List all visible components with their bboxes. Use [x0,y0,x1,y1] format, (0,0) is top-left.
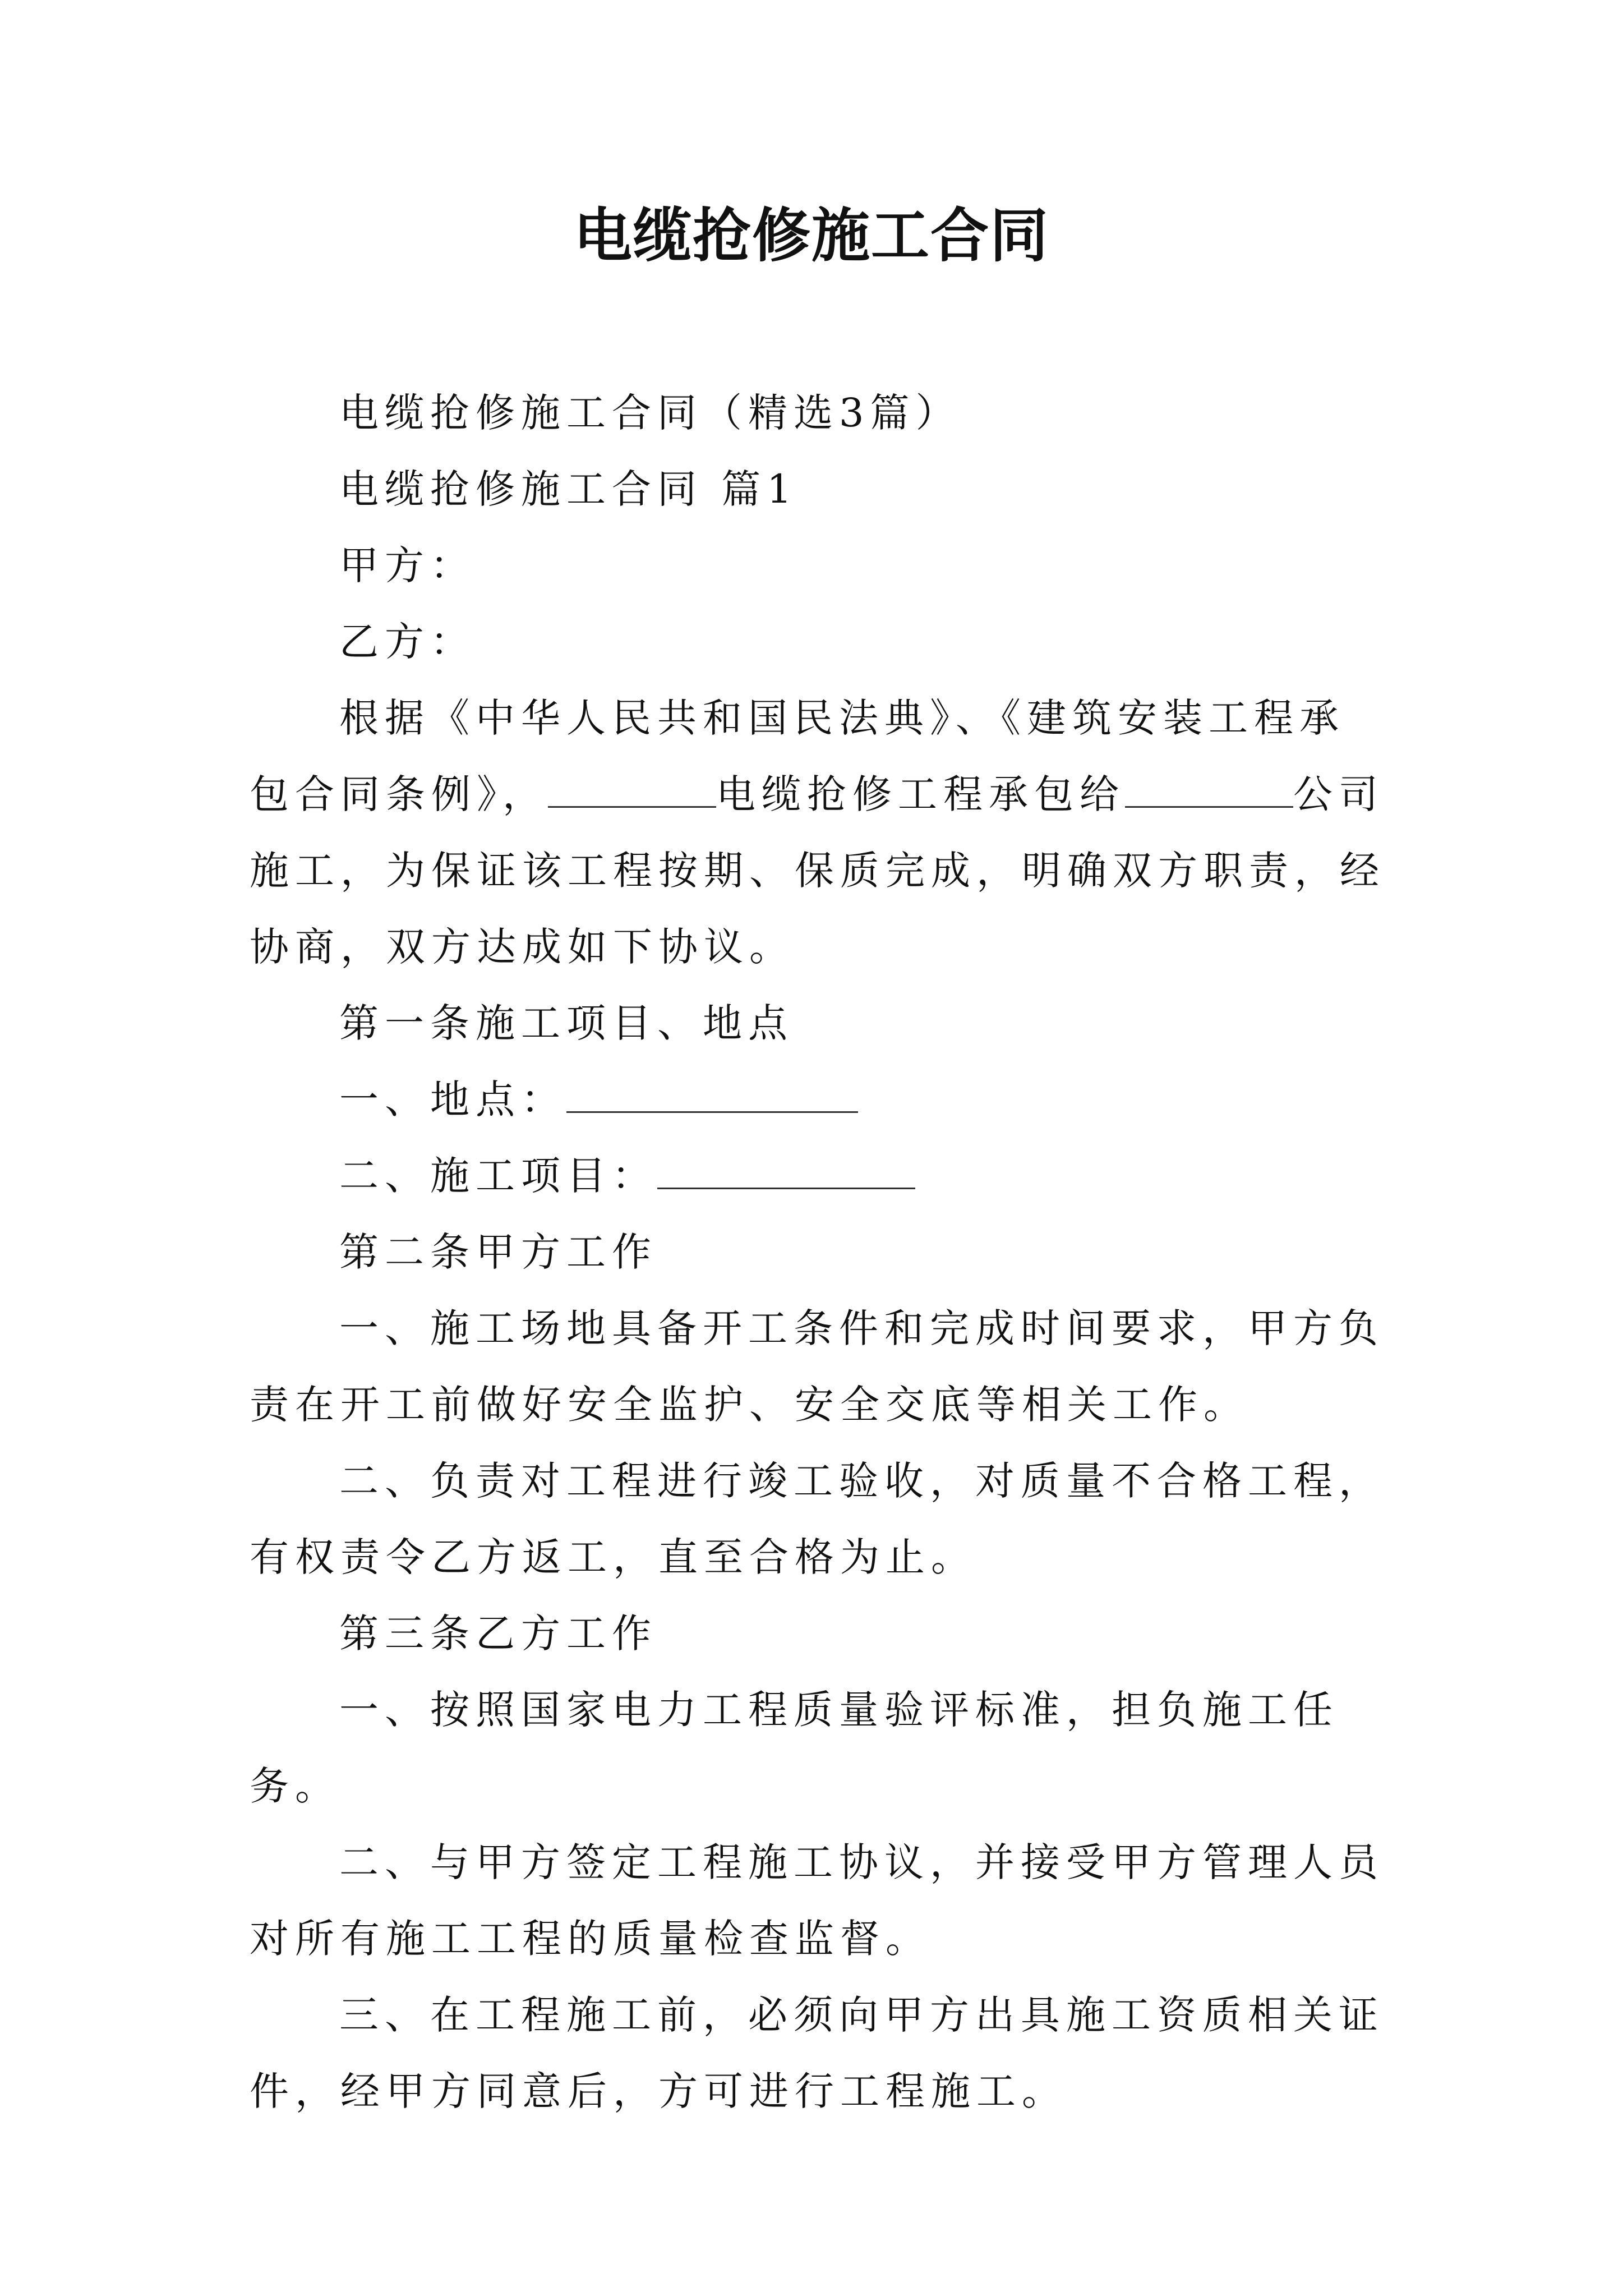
article-3-item-3: 三、在工程施工前，必须向甲方出具施工资质相关证件，经甲方同意后，方可进行工程施工。 [250,1992,1384,2114]
article-2-item-1: 一、施工场地具备开工条件和完成时间要求，甲方负责在开工前做好安全监护、安全交底等相关工作。 [250,1305,1384,1428]
location-line [250,1061,1388,1138]
article-3-title: 第三条乙方工作 [339,1611,657,1657]
party-b-label: 乙方： [339,619,476,665]
intro-paragraph [250,680,1388,985]
blank-line-contractor [1125,772,1293,808]
intro-part-2: 电缆抢修工程承包给 [716,771,1125,817]
section-heading: 电缆抢修施工合同 篇1 [339,466,798,512]
article-2-title: 第二条甲方工作 [339,1229,657,1275]
document-title: 电缆抢修施工合同 [573,201,1049,270]
intro-part-3: 公司施工，为保证该工程按期、保质完成，明确双方职责，经协商，双方达成如下协议。 [250,771,1385,970]
blank-line-project [657,1154,915,1189]
article-2-item-2: 二、负责对工程进行竣工验收，对质量不合格工程，有权责令乙方返工，直至合格为止。 [250,1458,1384,1580]
party-a-label: 甲方： [339,542,476,588]
location-label: 一、地点： [339,1076,566,1122]
document-body [250,375,1388,2129]
blank-line-project-owner [548,772,716,808]
article-1-title: 第一条施工项目、地点 [339,1000,794,1046]
blank-line-location [566,1078,858,1113]
intro-part-1: 根据《中华人民共和国民法典》、《建筑安装工程承包合同条例》， [250,695,1345,817]
article-3-item-2: 二、与甲方签定工程施工协议，并接受甲方管理人员对所有施工工程的质量检查监督。 [250,1839,1384,1962]
article-3-item-1: 一、按照国家电力工程质量验评标准，担负施工任务。 [250,1687,1339,1809]
subtitle: 电缆抢修施工合同（精选3篇） [339,390,961,436]
project-line [250,1138,1388,1214]
project-label: 二、施工项目： [339,1153,657,1199]
